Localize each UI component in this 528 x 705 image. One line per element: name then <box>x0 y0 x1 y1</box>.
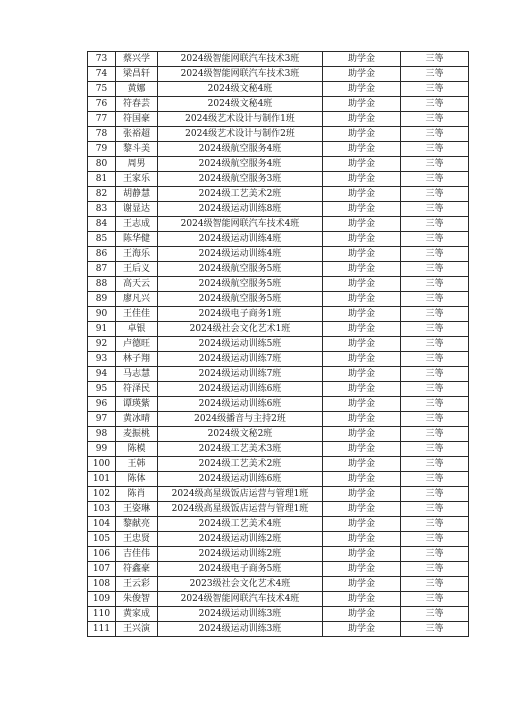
table-row <box>88 487 469 502</box>
student-name-cell: 王后义 <box>116 262 158 277</box>
table-row <box>88 52 469 67</box>
student-name-cell: 黎献亮 <box>116 517 158 532</box>
grant-type-cell: 助学金 <box>323 412 401 427</box>
row-number-cell: 106 <box>88 547 116 562</box>
grant-level-cell: 三等 <box>401 202 469 217</box>
grant-level-cell: 三等 <box>401 562 469 577</box>
grant-type-cell: 助学金 <box>323 127 401 142</box>
table-row <box>88 502 469 517</box>
student-name-cell: 朱俊智 <box>116 592 158 607</box>
student-name-cell: 谭瑛紫 <box>116 397 158 412</box>
grant-level-cell: 三等 <box>401 172 469 187</box>
row-number-cell: 74 <box>88 67 116 82</box>
grant-level-cell: 三等 <box>401 517 469 532</box>
grant-type-cell: 助学金 <box>323 232 401 247</box>
table-row <box>88 97 469 112</box>
grant-level-cell: 三等 <box>401 232 469 247</box>
class-name-cell: 2024级高星级饭店运营与管理1班 <box>158 502 323 517</box>
student-name-cell: 卢德旺 <box>116 337 158 352</box>
grant-level-cell: 三等 <box>401 367 469 382</box>
row-number-cell: 103 <box>88 502 116 517</box>
student-name-cell: 廖凡兴 <box>116 292 158 307</box>
class-name-cell: 2024级航空服务5班 <box>158 262 323 277</box>
table-row <box>88 262 469 277</box>
grant-type-cell: 助学金 <box>323 547 401 562</box>
class-name-cell: 2024级文秘4班 <box>158 82 323 97</box>
grant-type-cell: 助学金 <box>323 142 401 157</box>
grant-level-cell: 三等 <box>401 157 469 172</box>
grant-type-cell: 助学金 <box>323 382 401 397</box>
row-number-cell: 91 <box>88 322 116 337</box>
table-row <box>88 217 469 232</box>
grant-level-cell: 三等 <box>401 112 469 127</box>
class-name-cell: 2024级航空服务4班 <box>158 142 323 157</box>
class-name-cell: 2024级社会文化艺术1班 <box>158 322 323 337</box>
class-name-cell: 2024级运动训练7班 <box>158 367 323 382</box>
class-name-cell: 2024级运动训练5班 <box>158 337 323 352</box>
grant-type-cell: 助学金 <box>323 307 401 322</box>
class-name-cell: 2024级智能网联汽车技术4班 <box>158 592 323 607</box>
grant-level-cell: 三等 <box>401 307 469 322</box>
row-number-cell: 76 <box>88 97 116 112</box>
grant-type-cell: 助学金 <box>323 397 401 412</box>
class-name-cell: 2024级电子商务5班 <box>158 562 323 577</box>
grant-level-cell: 三等 <box>401 82 469 97</box>
row-number-cell: 104 <box>88 517 116 532</box>
grant-type-cell: 助学金 <box>323 187 401 202</box>
class-name-cell: 2024级运动训练6班 <box>158 382 323 397</box>
row-number-cell: 97 <box>88 412 116 427</box>
class-name-cell: 2023级社会文化艺术4班 <box>158 577 323 592</box>
table-row <box>88 397 469 412</box>
grant-type-cell: 助学金 <box>323 52 401 67</box>
student-name-cell: 张裕超 <box>116 127 158 142</box>
grant-type-cell: 助学金 <box>323 262 401 277</box>
table-row <box>88 532 469 547</box>
grant-type-cell: 助学金 <box>323 442 401 457</box>
class-name-cell: 2024级工艺美术4班 <box>158 517 323 532</box>
row-number-cell: 93 <box>88 352 116 367</box>
row-number-cell: 82 <box>88 187 116 202</box>
row-number-cell: 79 <box>88 142 116 157</box>
grant-level-cell: 三等 <box>401 502 469 517</box>
row-number-cell: 89 <box>88 292 116 307</box>
row-number-cell: 84 <box>88 217 116 232</box>
row-number-cell: 80 <box>88 157 116 172</box>
grant-level-cell: 三等 <box>401 412 469 427</box>
grant-type-cell: 助学金 <box>323 247 401 262</box>
row-number-cell: 83 <box>88 202 116 217</box>
class-name-cell: 2024级航空服务3班 <box>158 172 323 187</box>
row-number-cell: 108 <box>88 577 116 592</box>
grant-type-cell: 助学金 <box>323 97 401 112</box>
row-number-cell: 86 <box>88 247 116 262</box>
table-row <box>88 322 469 337</box>
grant-level-cell: 三等 <box>401 457 469 472</box>
row-number-cell: 109 <box>88 592 116 607</box>
grant-level-cell: 三等 <box>401 322 469 337</box>
student-name-cell: 符鑫豪 <box>116 562 158 577</box>
grant-level-cell: 三等 <box>401 622 469 637</box>
table-row <box>88 457 469 472</box>
table-row <box>88 247 469 262</box>
student-name-cell: 王忠贤 <box>116 532 158 547</box>
class-name-cell: 2024级工艺美术2班 <box>158 187 323 202</box>
grant-type-cell: 助学金 <box>323 502 401 517</box>
grant-type-cell: 助学金 <box>323 562 401 577</box>
row-number-cell: 99 <box>88 442 116 457</box>
student-name-cell: 卓银 <box>116 322 158 337</box>
table-row <box>88 562 469 577</box>
row-number-cell: 77 <box>88 112 116 127</box>
row-number-cell: 105 <box>88 532 116 547</box>
row-number-cell: 98 <box>88 427 116 442</box>
class-name-cell: 2024级工艺美术2班 <box>158 457 323 472</box>
table-row <box>88 607 469 622</box>
table-row <box>88 427 469 442</box>
student-name-cell: 王志成 <box>116 217 158 232</box>
class-name-cell: 2024级运动训练2班 <box>158 532 323 547</box>
grant-type-cell: 助学金 <box>323 457 401 472</box>
student-name-cell: 谢显达 <box>116 202 158 217</box>
row-number-cell: 110 <box>88 607 116 622</box>
student-name-cell: 陈模 <box>116 442 158 457</box>
row-number-cell: 111 <box>88 622 116 637</box>
class-name-cell: 2024级航空服务5班 <box>158 277 323 292</box>
row-number-cell: 94 <box>88 367 116 382</box>
table-row <box>88 187 469 202</box>
student-name-cell: 胡静慧 <box>116 187 158 202</box>
student-name-cell: 符国豪 <box>116 112 158 127</box>
student-name-cell: 王韩 <box>116 457 158 472</box>
table-row <box>88 307 469 322</box>
row-number-cell: 85 <box>88 232 116 247</box>
student-name-cell: 麦振桃 <box>116 427 158 442</box>
student-name-cell: 周男 <box>116 157 158 172</box>
grant-level-cell: 三等 <box>401 427 469 442</box>
grant-type-cell: 助学金 <box>323 487 401 502</box>
class-name-cell: 2024级智能网联汽车技术4班 <box>158 217 323 232</box>
grant-type-cell: 助学金 <box>323 337 401 352</box>
table-row <box>88 202 469 217</box>
table-row <box>88 112 469 127</box>
student-name-cell: 王海乐 <box>116 247 158 262</box>
class-name-cell: 2024级智能网联汽车技术3班 <box>158 52 323 67</box>
row-number-cell: 87 <box>88 262 116 277</box>
grant-type-cell: 助学金 <box>323 82 401 97</box>
row-number-cell: 73 <box>88 52 116 67</box>
student-name-cell: 王家乐 <box>116 172 158 187</box>
grant-level-cell: 三等 <box>401 382 469 397</box>
grant-level-cell: 三等 <box>401 97 469 112</box>
table-row <box>88 67 469 82</box>
table-row <box>88 172 469 187</box>
grant-type-cell: 助学金 <box>323 472 401 487</box>
grant-type-cell: 助学金 <box>323 532 401 547</box>
grant-level-cell: 三等 <box>401 487 469 502</box>
table-row <box>88 412 469 427</box>
grant-level-cell: 三等 <box>401 67 469 82</box>
class-name-cell: 2024级运动训练2班 <box>158 547 323 562</box>
grant-level-cell: 三等 <box>401 592 469 607</box>
student-name-cell: 蔡兴学 <box>116 52 158 67</box>
student-name-cell: 王兴演 <box>116 622 158 637</box>
student-name-cell: 梁昌轩 <box>116 67 158 82</box>
class-name-cell: 2024级艺术设计与制作2班 <box>158 127 323 142</box>
grant-type-cell: 助学金 <box>323 622 401 637</box>
table-row <box>88 592 469 607</box>
row-number-cell: 96 <box>88 397 116 412</box>
grant-level-cell: 三等 <box>401 187 469 202</box>
table-row <box>88 337 469 352</box>
grant-level-cell: 三等 <box>401 52 469 67</box>
class-name-cell: 2024级高星级饭店运营与管理1班 <box>158 487 323 502</box>
student-name-cell: 王姿琳 <box>116 502 158 517</box>
table-row <box>88 352 469 367</box>
grant-type-cell: 助学金 <box>323 292 401 307</box>
grant-level-cell: 三等 <box>401 352 469 367</box>
class-name-cell: 2024级运动训练7班 <box>158 352 323 367</box>
table-row <box>88 622 469 637</box>
table-row <box>88 442 469 457</box>
row-number-cell: 102 <box>88 487 116 502</box>
grant-type-cell: 助学金 <box>323 517 401 532</box>
grant-type-cell: 助学金 <box>323 577 401 592</box>
class-name-cell: 2024级运动训练6班 <box>158 397 323 412</box>
grant-level-cell: 三等 <box>401 577 469 592</box>
class-name-cell: 2024级文秘4班 <box>158 97 323 112</box>
grant-level-cell: 三等 <box>401 337 469 352</box>
table-row <box>88 517 469 532</box>
grant-type-cell: 助学金 <box>323 592 401 607</box>
grant-type-cell: 助学金 <box>323 322 401 337</box>
grant-type-cell: 助学金 <box>323 367 401 382</box>
grant-type-cell: 助学金 <box>323 217 401 232</box>
grant-level-cell: 三等 <box>401 532 469 547</box>
class-name-cell: 2024级智能网联汽车技术3班 <box>158 67 323 82</box>
student-name-cell: 符春芸 <box>116 97 158 112</box>
student-name-cell: 黄家成 <box>116 607 158 622</box>
student-name-cell: 符泽民 <box>116 382 158 397</box>
student-name-cell: 黎斗美 <box>116 142 158 157</box>
grant-level-cell: 三等 <box>401 127 469 142</box>
grant-type-cell: 助学金 <box>323 157 401 172</box>
student-name-cell: 马志慧 <box>116 367 158 382</box>
grant-level-cell: 三等 <box>401 217 469 232</box>
row-number-cell: 81 <box>88 172 116 187</box>
grant-level-cell: 三等 <box>401 247 469 262</box>
table-row <box>88 292 469 307</box>
grant-type-cell: 助学金 <box>323 427 401 442</box>
class-name-cell: 2024级艺术设计与制作1班 <box>158 112 323 127</box>
student-name-cell: 王佳佳 <box>116 307 158 322</box>
class-name-cell: 2024级运动训练8班 <box>158 202 323 217</box>
table-row <box>88 547 469 562</box>
student-name-cell: 林子翔 <box>116 352 158 367</box>
grant-level-cell: 三等 <box>401 292 469 307</box>
row-number-cell: 88 <box>88 277 116 292</box>
table-row <box>88 142 469 157</box>
grant-level-cell: 三等 <box>401 142 469 157</box>
row-number-cell: 101 <box>88 472 116 487</box>
class-name-cell: 2024级工艺美术3班 <box>158 442 323 457</box>
row-number-cell: 78 <box>88 127 116 142</box>
grant-roster-table <box>87 51 469 637</box>
student-name-cell: 陈体 <box>116 472 158 487</box>
row-number-cell: 100 <box>88 457 116 472</box>
grant-type-cell: 助学金 <box>323 172 401 187</box>
table-row <box>88 157 469 172</box>
class-name-cell: 2024级运动训练6班 <box>158 472 323 487</box>
class-name-cell: 2024级航空服务5班 <box>158 292 323 307</box>
grant-type-cell: 助学金 <box>323 277 401 292</box>
class-name-cell: 2024级运动训练4班 <box>158 232 323 247</box>
class-name-cell: 2024级运动训练3班 <box>158 607 323 622</box>
table-row <box>88 472 469 487</box>
row-number-cell: 95 <box>88 382 116 397</box>
grant-level-cell: 三等 <box>401 442 469 457</box>
grant-type-cell: 助学金 <box>323 112 401 127</box>
grant-level-cell: 三等 <box>401 547 469 562</box>
student-name-cell: 陈华健 <box>116 232 158 247</box>
row-number-cell: 90 <box>88 307 116 322</box>
grant-level-cell: 三等 <box>401 277 469 292</box>
grant-level-cell: 三等 <box>401 397 469 412</box>
student-name-cell: 王云彩 <box>116 577 158 592</box>
class-name-cell: 2024级运动训练3班 <box>158 622 323 637</box>
table-row <box>88 382 469 397</box>
class-name-cell: 2024级航空服务4班 <box>158 157 323 172</box>
grant-type-cell: 助学金 <box>323 202 401 217</box>
grant-level-cell: 三等 <box>401 262 469 277</box>
student-name-cell: 黄娜 <box>116 82 158 97</box>
row-number-cell: 107 <box>88 562 116 577</box>
table-row <box>88 127 469 142</box>
table-row <box>88 367 469 382</box>
row-number-cell: 92 <box>88 337 116 352</box>
grant-type-cell: 助学金 <box>323 67 401 82</box>
student-name-cell: 吉佳伟 <box>116 547 158 562</box>
student-name-cell: 高天云 <box>116 277 158 292</box>
class-name-cell: 2024级文秘2班 <box>158 427 323 442</box>
student-name-cell: 陈肖 <box>116 487 158 502</box>
grant-type-cell: 助学金 <box>323 352 401 367</box>
grant-level-cell: 三等 <box>401 472 469 487</box>
row-number-cell: 75 <box>88 82 116 97</box>
student-name-cell: 黄冰晴 <box>116 412 158 427</box>
table-row <box>88 82 469 97</box>
table-row <box>88 277 469 292</box>
table-row <box>88 232 469 247</box>
class-name-cell: 2024级电子商务1班 <box>158 307 323 322</box>
roster-body <box>88 52 469 637</box>
grant-type-cell: 助学金 <box>323 607 401 622</box>
grant-level-cell: 三等 <box>401 607 469 622</box>
class-name-cell: 2024级运动训练4班 <box>158 247 323 262</box>
class-name-cell: 2024级播音与主持2班 <box>158 412 323 427</box>
table-row <box>88 577 469 592</box>
